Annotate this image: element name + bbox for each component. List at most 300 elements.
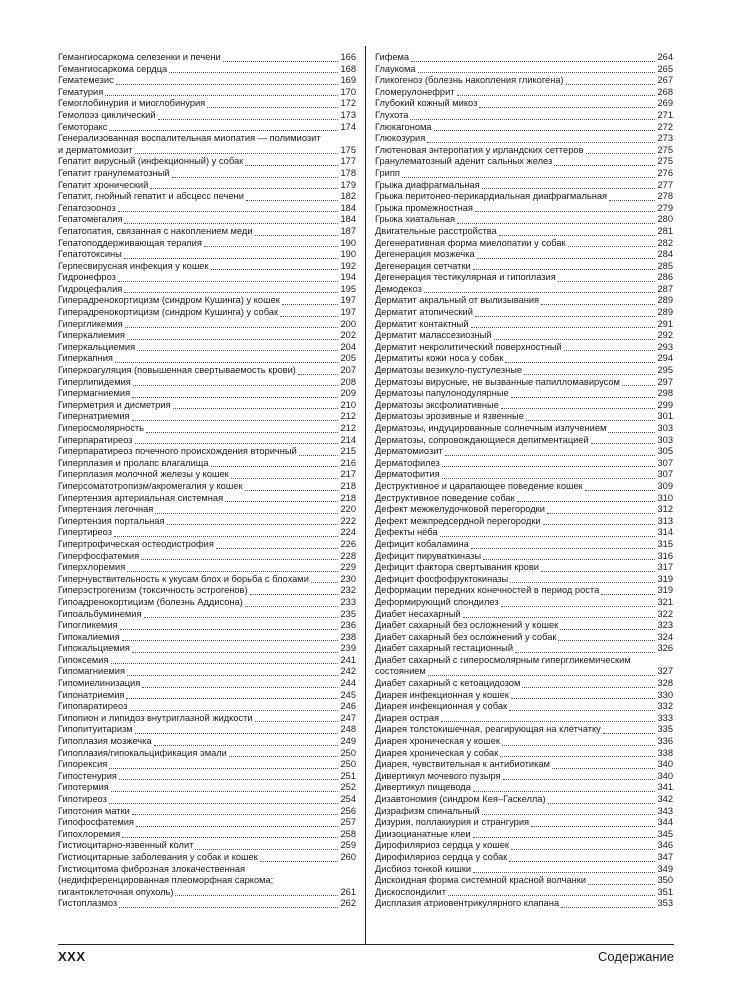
- index-entry: [58, 365, 356, 377]
- index-entry: [58, 122, 356, 134]
- dot-leader: [601, 593, 655, 595]
- index-entry: [375, 701, 673, 713]
- index-entry-title: Диарея, чувствительная к антибиотикам: [375, 759, 550, 770]
- index-entry-page: 236: [340, 620, 356, 631]
- dot-leader: [568, 245, 656, 247]
- index-entry: [58, 388, 356, 400]
- dot-leader: [127, 570, 338, 572]
- index-entry-page: 216: [340, 457, 356, 468]
- dot-leader: [231, 477, 339, 479]
- index-entry: [375, 75, 673, 87]
- index-entry-title: Деформации передних конечностей в период роста: [375, 585, 600, 596]
- index-entry-page: 197: [340, 295, 356, 306]
- index-entry-title: Гипохлоремия: [58, 828, 121, 839]
- index-entry: [58, 191, 356, 203]
- index-entry-title: Гиперфосфатемия: [58, 550, 140, 561]
- dot-leader: [448, 894, 656, 896]
- index-entry-title: Гиперкоагуляция (повышенная свертываемость крови): [58, 365, 296, 376]
- dot-leader: [515, 651, 655, 653]
- index-entry-page: 173: [340, 109, 356, 120]
- index-entry-page: 252: [340, 782, 356, 793]
- index-entry-title: Гипотиреоз: [58, 794, 107, 804]
- dot-leader: [132, 813, 339, 815]
- index-entry: [375, 307, 673, 319]
- index-entry-title: Гиперадренокортицизм (синдром Кушинга) у кошек: [58, 295, 280, 306]
- index-entry: [58, 539, 356, 551]
- index-entry: [58, 817, 356, 829]
- index-entry: [58, 284, 356, 296]
- dot-leader: [564, 349, 656, 351]
- dot-leader: [509, 709, 655, 711]
- index-entry-title: Дефицит фактора свертывания крови: [375, 562, 539, 573]
- index-entry: [375, 284, 673, 296]
- index-entry-title: Глюкагонома: [375, 121, 432, 132]
- index-entry-title-line: Гистиоцитома фиброзная злокачественная: [58, 863, 246, 874]
- index-entry: [58, 504, 356, 516]
- footer-section-title: Содержание: [598, 949, 674, 964]
- index-entry: [375, 620, 673, 632]
- index-entry: [375, 411, 673, 423]
- dot-leader: [280, 315, 338, 317]
- index-entry-title: Дерматит некролитический поверхностный: [375, 341, 562, 352]
- index-entry-page: 261: [340, 886, 356, 897]
- index-entry-title: Дерматозы, сопровождающиеся депигментацией: [375, 434, 589, 445]
- index-entry-page: 215: [340, 446, 356, 457]
- index-entry-page: 322: [657, 608, 673, 619]
- index-entry: [375, 713, 673, 725]
- index-entry-title: Дирофиляриоз сердца у собак: [375, 851, 508, 862]
- dot-leader: [511, 396, 656, 398]
- index-entry: [58, 75, 356, 87]
- index-entry-title: Гиперкальциемия: [58, 341, 136, 352]
- index-entry: [375, 632, 673, 644]
- index-entry-title: Дерматомиозит: [375, 446, 443, 457]
- index-entry-page: 264: [657, 52, 673, 62]
- dot-leader: [260, 860, 339, 862]
- index-entry-title: Гиперхлоремия: [58, 562, 126, 573]
- index-entry-title: Гипоадренокортицизм (болезнь Аддисона): [58, 596, 243, 607]
- index-entry-page: 297: [657, 376, 673, 387]
- dot-leader: [109, 129, 338, 131]
- index-entry: [58, 852, 356, 864]
- index-entry-page: 351: [657, 886, 673, 897]
- dot-leader: [211, 268, 339, 270]
- dot-leader: [216, 547, 339, 549]
- dot-leader: [118, 210, 339, 212]
- index-entry: [58, 446, 356, 458]
- index-entry: [58, 168, 356, 180]
- dot-leader: [144, 616, 339, 618]
- index-entry-title: Гиперадренокортицизм (синдром Кушинга) у собак: [58, 307, 279, 318]
- index-entry: [375, 52, 673, 64]
- index-entry-page: 292: [657, 330, 673, 341]
- index-entry-page: 218: [340, 492, 356, 503]
- index-entry: [58, 342, 356, 354]
- index-entry-page: 277: [657, 179, 673, 190]
- dot-leader: [585, 489, 656, 491]
- index-entry-page: 241: [340, 654, 356, 665]
- index-entry-title-line: Генерализованная воспалительная миопатия — полимиозит: [58, 133, 321, 144]
- index-entry-title: Гипомагниемия: [58, 666, 125, 677]
- dot-leader: [558, 280, 656, 282]
- index-entry-title: Гликогеноз (болезнь накопления гликогена): [375, 75, 564, 86]
- index-entry-page: 321: [657, 596, 673, 607]
- index-entry: [375, 504, 673, 516]
- index-entry: [58, 794, 356, 806]
- index-entry-title: Дискоспондилит: [375, 886, 446, 897]
- index-entry-page: 303: [657, 423, 673, 433]
- index-entry: [58, 655, 356, 667]
- dot-leader: [154, 744, 339, 746]
- index-entry: [58, 713, 356, 725]
- index-entry-page: 289: [657, 307, 673, 318]
- dot-leader: [109, 767, 338, 769]
- index-entry-page: 258: [340, 828, 356, 839]
- index-entry-title: Гипопаратиреоз: [58, 701, 128, 712]
- index-entry: [58, 319, 356, 331]
- index-entry: [375, 295, 673, 307]
- index-entry-page: 260: [340, 851, 356, 862]
- index-entry-title: Герпесвирусная инфекция у кошек: [58, 260, 209, 271]
- dot-leader: [471, 547, 656, 549]
- index-entry-page: 246: [340, 701, 356, 712]
- index-entry-page: 342: [657, 794, 673, 804]
- index-entry-title: Гиперплазия и пролапс влагалища: [58, 457, 209, 468]
- index-entry: [58, 840, 356, 852]
- index-entry-page: 299: [657, 399, 673, 410]
- index-entry: [375, 782, 673, 794]
- index-entry: [58, 226, 356, 238]
- index-entry: [58, 110, 356, 122]
- index-entry-page: 247: [340, 712, 356, 723]
- index-entry-page: 248: [340, 724, 356, 735]
- index-entry: [58, 353, 356, 365]
- dot-leader: [132, 419, 339, 421]
- dot-leader: [109, 802, 339, 804]
- dot-leader: [111, 662, 339, 664]
- index-entry-title: Дизрафизм спинальный: [375, 805, 480, 816]
- index-entry-title: Гиперлипидемия: [58, 376, 131, 387]
- dot-leader: [440, 535, 656, 537]
- index-entry-title: Дерматит акральный от вылизывания: [375, 295, 540, 306]
- index-entry-title: Диабет сахарный гестационный: [375, 643, 514, 654]
- index-entry: [375, 365, 673, 377]
- index-entry-title: Гистиоцитарно-язвенный колит: [58, 840, 194, 851]
- index-entry-page: 289: [657, 295, 673, 306]
- dot-leader: [127, 338, 339, 340]
- index-entry-title: Гепатит, гнойный гепатит и абсцесс печени: [58, 191, 244, 202]
- footer-page-number: XXX: [58, 949, 86, 964]
- index-entry: [375, 435, 673, 447]
- index-entry-page: 265: [657, 63, 673, 74]
- index-entry: [375, 133, 673, 145]
- index-entry: [58, 493, 356, 505]
- dot-leader: [609, 199, 655, 201]
- dot-leader: [122, 639, 339, 641]
- index-entry-page: 307: [657, 457, 673, 468]
- dot-leader: [127, 674, 339, 676]
- index-entry-title: Гиперплазия молочной железы у кошек: [58, 469, 229, 480]
- dot-leader: [114, 535, 338, 537]
- index-entry-page: 312: [657, 504, 673, 515]
- index-entry-page: 202: [340, 330, 356, 341]
- index-entry-title: Грипп: [375, 167, 400, 178]
- dot-leader: [124, 222, 338, 224]
- index-entry: [58, 690, 356, 702]
- index-entry-title: Деформирующий спондилез: [375, 596, 499, 607]
- index-entry-page: 275: [657, 156, 673, 167]
- index-entry: [58, 724, 356, 736]
- index-entry-last-line: [58, 887, 356, 899]
- dot-leader: [299, 454, 339, 456]
- index-entry: [375, 168, 673, 180]
- index-entry: [375, 736, 673, 748]
- index-entry: [375, 817, 673, 829]
- index-entry: [58, 585, 356, 597]
- index-entry: [375, 330, 673, 342]
- dot-leader: [223, 60, 339, 62]
- index-entry: [375, 388, 673, 400]
- column-divider: [365, 46, 366, 944]
- index-entry: [58, 98, 356, 110]
- index-entry-page: 317: [657, 562, 673, 573]
- index-entry-title: состоянием: [375, 666, 426, 677]
- index-entry-title: Деструктивное поведение собак: [375, 492, 515, 503]
- index-entry: [375, 562, 673, 574]
- dot-leader: [554, 164, 655, 166]
- index-entry-page: 313: [657, 515, 673, 526]
- dot-leader: [245, 605, 339, 607]
- index-entry-page: 332: [657, 701, 673, 712]
- index-entry: [375, 203, 673, 215]
- index-entry-title: Гиперпаратиреоз почечного происхождения вторичный: [58, 446, 297, 457]
- index-entry-page: 298: [657, 388, 673, 399]
- dot-leader: [434, 129, 656, 131]
- dot-leader: [428, 674, 656, 676]
- dot-leader: [311, 581, 339, 583]
- index-entry-page: 190: [340, 249, 356, 260]
- dot-leader: [245, 164, 338, 166]
- index-entry-page: 169: [340, 75, 356, 86]
- index-entry: [58, 249, 356, 261]
- dot-leader: [124, 257, 339, 259]
- index-entry-page: 294: [657, 353, 673, 364]
- index-entry: [375, 400, 673, 412]
- index-entry-page: 349: [657, 863, 673, 874]
- dot-leader: [501, 605, 656, 607]
- dot-leader: [591, 442, 656, 444]
- index-entry-page: 286: [657, 272, 673, 283]
- index-entry-page: 335: [657, 724, 673, 735]
- index-entry-title: Дизурия, поллакиурия и странгурия: [375, 817, 530, 828]
- index-entry-page: 330: [657, 689, 673, 700]
- index-entry-title: Грыжа диафрагмальная: [375, 179, 480, 190]
- index-entry-title: Гидроцефалия: [58, 283, 123, 294]
- dot-leader: [132, 651, 339, 653]
- index-entry: [58, 469, 356, 481]
- index-entry: [58, 87, 356, 99]
- index-entry: [375, 852, 673, 864]
- index-entry-page: 275: [657, 144, 673, 155]
- index-entry-title: Глютеновая энтеропатия у ирландских сеттеров: [375, 144, 584, 155]
- index-entry-title: Гипоплазия/гипокальцификация эмали: [58, 747, 227, 758]
- index-entry-title: Дерматит малассезиозный: [375, 330, 492, 341]
- index-entry-title: Глубокий кожный микоз: [375, 98, 478, 109]
- index-entry-title: Гипергликемия: [58, 318, 123, 329]
- index-entry-page: 344: [657, 817, 673, 828]
- index-entry: [58, 643, 356, 655]
- index-entry-page: 262: [340, 898, 356, 909]
- dot-leader: [501, 407, 656, 409]
- index-entry: [58, 64, 356, 76]
- index-entry: [58, 423, 356, 435]
- dot-leader: [547, 512, 656, 514]
- index-entry-title: Гемолоэз циклический: [58, 109, 156, 120]
- index-entry-page: 238: [340, 631, 356, 642]
- index-entry: [58, 597, 356, 609]
- index-entry-page: 350: [657, 875, 673, 886]
- index-entry: [58, 307, 356, 319]
- index-entry: [58, 481, 356, 493]
- index-entry-page: 267: [657, 75, 673, 86]
- index-entry-page: 190: [340, 237, 356, 248]
- index-entry-title: Гипокалиемия: [58, 631, 120, 642]
- index-entry-page: 278: [657, 191, 673, 202]
- index-entry-page: 166: [340, 52, 356, 62]
- dot-leader: [524, 373, 655, 375]
- index-entry: [375, 446, 673, 458]
- index-entry: [375, 272, 673, 284]
- index-entry-title: Гипорексия: [58, 759, 108, 770]
- dot-leader: [526, 419, 656, 421]
- index-entry-title: Гипотония матки: [58, 805, 130, 816]
- index-entry-title: Дисбиоз тонкой кишки: [375, 863, 472, 874]
- index-entry-page: 269: [657, 98, 673, 109]
- index-entry: [375, 724, 673, 736]
- dot-leader: [552, 767, 656, 769]
- index-entry: [58, 272, 356, 284]
- index-entry-title: Диарея инфекционная у собак: [375, 701, 508, 712]
- index-entry-title: Грыжа перитонео-перикардиальная диафрагмальная: [375, 191, 608, 202]
- dot-leader: [141, 558, 338, 560]
- index-entry-page: 212: [340, 423, 356, 433]
- index-entry-page: 228: [340, 550, 356, 561]
- dot-leader: [510, 581, 655, 583]
- dot-leader: [445, 454, 656, 456]
- index-entry-title: Глаукома: [375, 63, 416, 74]
- index-entry: [58, 898, 356, 910]
- index-entry-page: 257: [340, 817, 356, 828]
- index-entry-page: 208: [340, 376, 356, 387]
- index-entry-title: Гепатит хронический: [58, 179, 149, 190]
- index-entry-page: 319: [657, 573, 673, 584]
- index-entry-page: 195: [340, 283, 356, 294]
- index-entry-page: 326: [657, 643, 673, 654]
- index-entry-title: Дивертикул мочевого пузыря: [375, 770, 501, 781]
- index-entry: [58, 400, 356, 412]
- index-entry: [375, 469, 673, 481]
- dot-leader: [169, 71, 338, 73]
- dot-leader: [482, 813, 656, 815]
- index-entry: [375, 875, 673, 887]
- dot-leader: [245, 489, 339, 491]
- index-entry-page: 291: [657, 318, 673, 329]
- dot-leader: [126, 697, 338, 699]
- dot-leader: [603, 732, 656, 734]
- index-entry-title: Гепатит вирусный (инфекционный) у собак: [58, 156, 244, 167]
- dot-leader: [442, 477, 656, 479]
- dot-leader: [561, 906, 655, 908]
- index-entry: [58, 551, 356, 563]
- index-entry-page: 222: [340, 515, 356, 526]
- index-entry-page: 280: [657, 214, 673, 225]
- index-entry-page: 239: [340, 643, 356, 654]
- index-entry: [58, 527, 356, 539]
- dot-leader: [503, 778, 656, 780]
- footer-rule: [58, 944, 674, 945]
- index-entry: [58, 156, 356, 168]
- index-entry-page: 212: [340, 411, 356, 422]
- index-entry-last-line: [58, 145, 356, 157]
- dot-leader: [132, 396, 338, 398]
- index-entry-title: Демодекоз: [375, 283, 422, 294]
- dot-leader: [115, 361, 339, 363]
- index-entry-page: 307: [657, 469, 673, 480]
- index-entry-page: 272: [657, 121, 673, 132]
- index-entry-title: Гиперпаратиреоз: [58, 434, 133, 445]
- index-entry-title-line: (недифференцированная плеоморфная саркома;: [58, 875, 274, 886]
- index-entry-title: Дерматозы, индуцированные солнечным излучением: [375, 423, 607, 433]
- index-entry: [375, 655, 673, 678]
- index-entry-page: 192: [340, 260, 356, 271]
- index-entry-page: 281: [657, 225, 673, 236]
- index-entry-title: Дегенерация мозжечка: [375, 249, 475, 260]
- index-entry-page: 177: [340, 156, 356, 167]
- index-entry: [58, 701, 356, 713]
- dot-leader: [473, 871, 655, 873]
- dot-leader: [482, 187, 656, 189]
- index-entry-page: 235: [340, 608, 356, 619]
- dot-leader: [135, 442, 339, 444]
- dot-leader: [442, 465, 656, 467]
- index-entry-title: Диарея хроническая у кошек: [375, 736, 500, 747]
- index-entry: [375, 806, 673, 818]
- index-entry-page: 345: [657, 828, 673, 839]
- index-entry-page: 282: [657, 237, 673, 248]
- index-entry-title: Дирофиляриоз сердца у кошек: [375, 840, 509, 851]
- dot-leader: [511, 697, 656, 699]
- index-entry-page: 333: [657, 712, 673, 723]
- index-entry: [375, 585, 673, 597]
- index-entry-title: Гепатотоксины: [58, 249, 122, 260]
- index-entry-title: Гематурия: [58, 86, 104, 97]
- index-entry-title: Гипертензия портальная: [58, 515, 165, 526]
- index-entry-title: Гиперосмолярность: [58, 423, 144, 433]
- index-entry-title: Гемангиосаркома селезенки и печени: [58, 52, 221, 62]
- index-entry: [58, 759, 356, 771]
- index-entry: [375, 110, 673, 122]
- dot-leader: [142, 686, 338, 688]
- index-entry-title: Дегенерация тестикулярная и гипоплазия: [375, 272, 556, 283]
- dot-leader: [457, 94, 656, 96]
- index-entry-page: 309: [657, 480, 673, 491]
- dot-leader: [136, 825, 339, 827]
- index-entry: [375, 191, 673, 203]
- index-entry-title: Дефицит кобаламина: [375, 538, 469, 549]
- index-entry-title: Дефицит пируваткиназы: [375, 550, 482, 561]
- index-entry-title: Гипертиреоз: [58, 527, 112, 538]
- index-entry-title: Дисплазия атриовентрикулярного клапана: [375, 898, 560, 909]
